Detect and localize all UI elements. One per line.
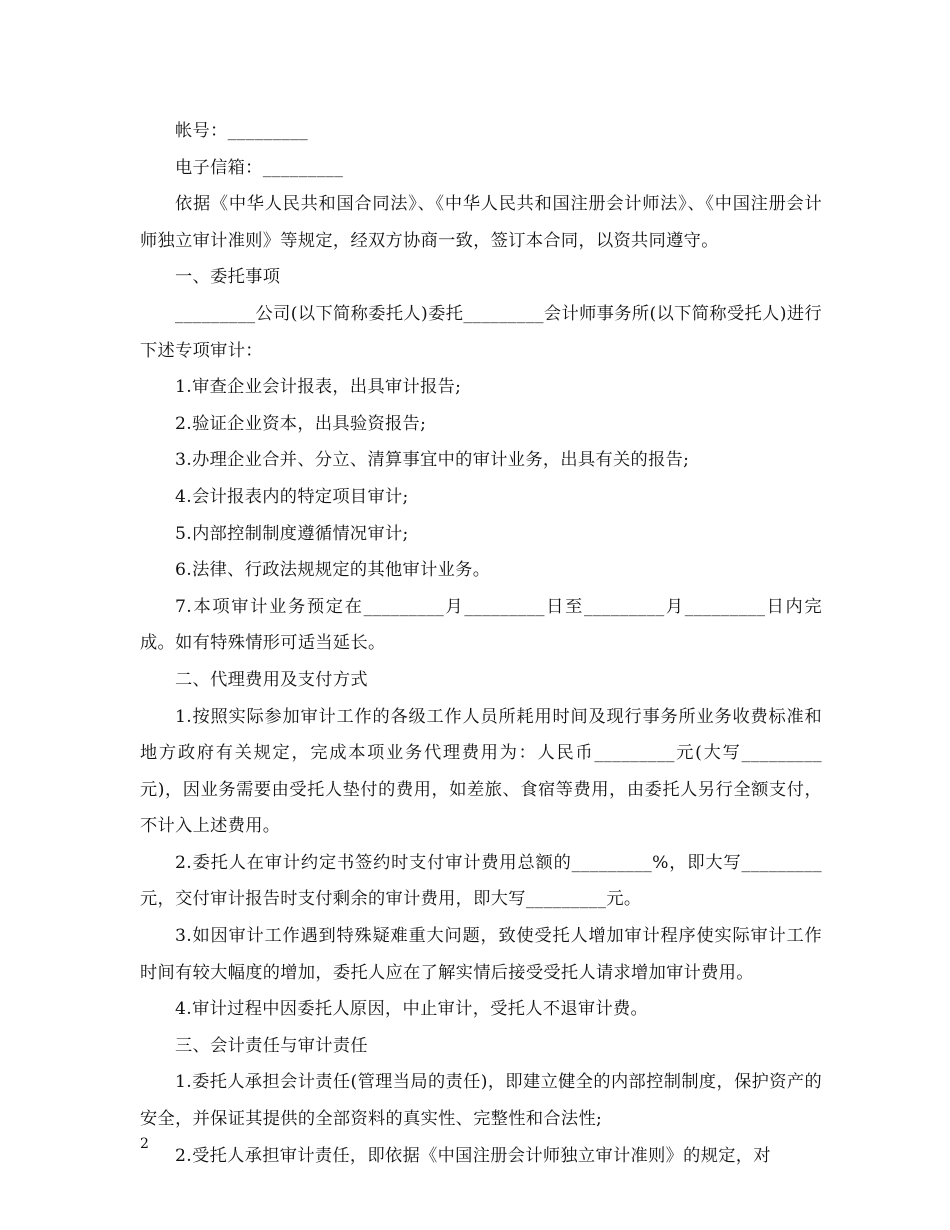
- list-item: 2.验证企业资本，出具验资报告;: [175, 413, 427, 434]
- list-item: 1.委托人承担会计责任(管理当局的责任)，即建立健全的内部控制制度，保护资产的安全，并保证其提供的全部资料的真实性、完整性和合法性;: [140, 1072, 822, 1130]
- paragraph: _________公司(以下简称委托人)委托_________会计师事务所(以下简称受托人)进行下述专项审计：: [140, 303, 822, 361]
- section-heading-3: 三、会计责任与审计责任: [175, 1035, 368, 1056]
- list-item: 5.内部控制制度遵循情况审计;: [175, 523, 409, 544]
- preamble-paragraph: 依据《中华人民共和国合同法》、《中华人民共和国注册会计师法》、《中国注册会计师独立审计准则》等规定，经双方协商一致，签订本合同，以资共同遵守。: [140, 194, 822, 251]
- list-item: 4.会计报表内的特定项目审计;: [175, 486, 409, 507]
- document-body: [140, 113, 822, 1174]
- list-item: 1.按照实际参加审计工作的各级工作人员所耗用时间及现行事务所业务收费标准和地方政府有关规定，完成本项业务代理费用为：人民币_________元(大写_________元)，因业务需要由受托人垫付的费用，如差旅、食宿等费用，由委托人另行全额支付，不计入上述费用。: [140, 706, 822, 837]
- list-item: 3.如因审计工作遇到特殊疑难重大问题，致使受托人增加审计程序使实际审计工作时间有较大幅度的增加，委托人应在了解实情后接受受托人请求增加审计费用。: [140, 926, 822, 983]
- list-item: 2.受托人承担审计责任，即依据《中国注册会计师独立审计准则》的规定，对: [175, 1145, 771, 1166]
- list-item: 2.委托人在审计约定书签约时支付审计费用总额的_________%，即大写_________元，交付审计报告时支付剩余的审计费用，即大写_________元。: [140, 852, 822, 910]
- section-heading-2: 二、代理费用及支付方式: [175, 669, 368, 690]
- list-item: 1.审查企业会计报表，出具审计报告;: [175, 377, 462, 398]
- list-item: 7.本项审计业务预定在_________月_________日至_________月_________日内完成。如有特殊情形可适当延长。: [140, 596, 822, 654]
- list-item: 4.审计过程中因委托人原因，中止审计，受托人不退审计费。: [175, 999, 649, 1020]
- list-item: 3.办理企业合并、分立、清算事宜中的审计业务，出具有关的报告;: [175, 450, 690, 471]
- email-line: 电子信箱：_________: [175, 157, 344, 178]
- section-heading-1: 一、委托事项: [175, 267, 281, 288]
- account-line: 帐号：_________: [175, 121, 309, 141]
- list-item: 6.法律、行政法规规定的其他审计业务。: [175, 560, 491, 581]
- page-number: 2: [140, 1136, 149, 1152]
